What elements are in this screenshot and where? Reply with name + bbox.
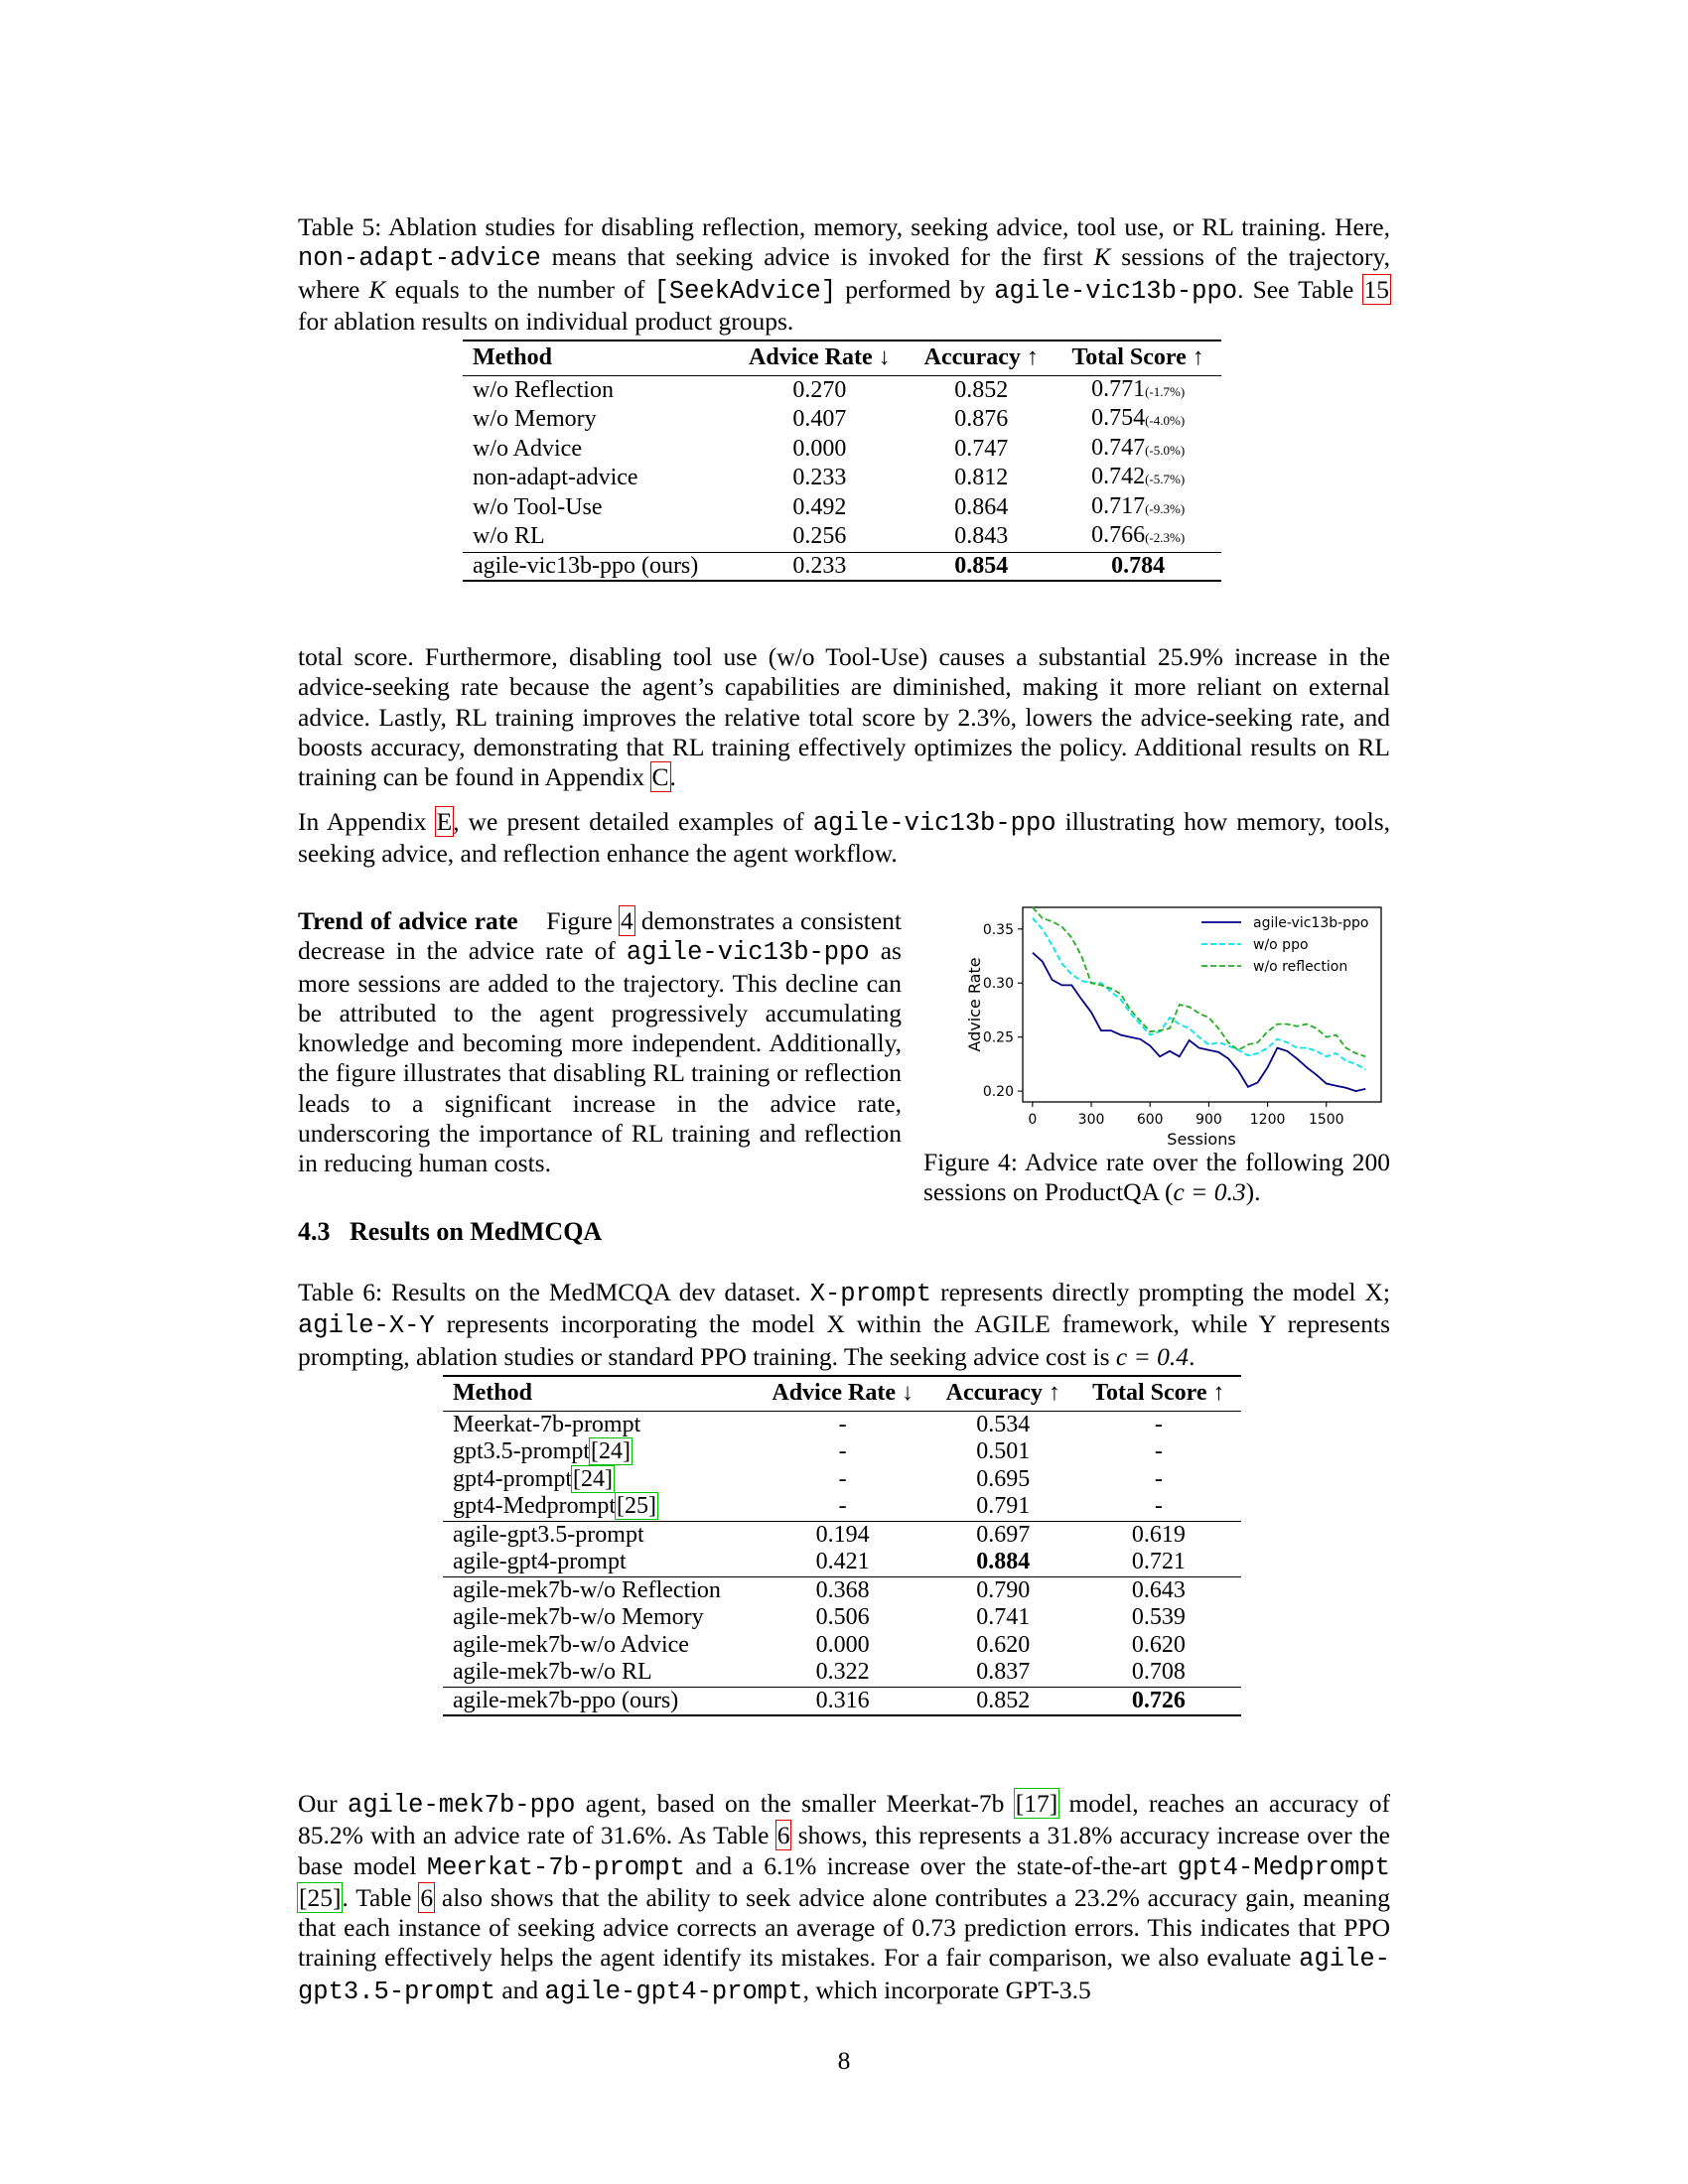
table-row: non-adapt-advice 0.233 0.812 0.742(-5.7%) <box>473 464 1186 490</box>
x-tick-label: 900 <box>1196 1112 1222 1128</box>
x-axis-label: Sessions <box>1167 1130 1236 1149</box>
table-row: gpt3.5-prompt[24] - 0.501 - <box>453 1438 1163 1464</box>
body-paragraph-1: total score. Furthermore, disabling tool use (w/o Tool-Use) causes a substantial 25.9% increase in the advice-seeking rate because the agent’s capabilities are diminished, making it more reliant on external advice. Lastly, RL training improves the relative total score by 2.3%, lowers the advice-seeking rate, and boosts accuracy, demonstrating that RL training effectively optimizes the policy. Additional results on RL training can be found in Appendix C. <box>298 642 1390 792</box>
citation-24-link[interactable]: [24] <box>573 1465 613 1492</box>
y-tick-label: 0.20 <box>982 1084 1014 1101</box>
x-tick-label: 600 <box>1136 1112 1164 1128</box>
table5 <box>463 340 1221 582</box>
col-header-method: Method <box>453 1380 532 1406</box>
table-row: w/o Tool-Use 0.492 0.864 0.717(-9.3%) <box>473 492 1186 520</box>
table-row: Meerkat-7b-prompt - 0.534 - <box>443 1411 1241 1438</box>
trend-heading: Trend of advice rate <box>298 906 518 935</box>
col-header-accuracy: Accuracy ↑ <box>923 344 1039 370</box>
table6 <box>443 1375 1241 1716</box>
table-row-ours: agile-vic13b-ppo (ours) 0.233 0.854 0.784 <box>463 552 1221 581</box>
y-axis-label: Advice Rate <box>965 957 984 1052</box>
table5-caption: Table 5: Ablation studies for disabling reflection, memory, seeking advice, tool use, or RL training. Here, non-adapt-advice means that seeking advice is invoked for the first K sessions of the trajectory, where K equals to the number of [SeekAdvice] performed by agile-vic13b-ppo. See Table 15 for ablation results on individual product groups. <box>298 212 1390 336</box>
legend-label: agile-vic13b-ppo <box>1253 915 1369 931</box>
table-row-ours: agile-mek7b-ppo (ours) 0.316 0.852 0.726 <box>443 1687 1241 1715</box>
x-tick-label: 1200 <box>1249 1112 1286 1128</box>
citation-25-link[interactable]: [25] <box>299 1882 342 1912</box>
plot-frame <box>1023 907 1381 1102</box>
table-6-link[interactable]: 6 <box>776 1821 790 1850</box>
trend-paragraph: Trend of advice rate Figure 4 demonstrates a consistent decrease in the advice rate of agile-vic13b-ppo as more sessions are added to the trajectory. This decline can be attributed to the agent progressively accumulating knowledge and becoming more independent. Additionally, the figure illustrates that disabling RL training or reflection leads to a significant increase in the advice rate, underscoring the importance of RL training and reflection in reducing human costs. <box>298 906 902 1178</box>
table-row: agile-gpt4-prompt 0.421 0.884 0.721 <box>453 1549 1186 1574</box>
page-number: 8 <box>837 2046 851 2075</box>
col-header-total-score: Total Score ↑ <box>1071 344 1204 370</box>
col-header-advice-rate: Advice Rate ↓ <box>772 1380 914 1406</box>
table-row: gpt4-prompt[24] - 0.695 - <box>453 1465 1163 1492</box>
section-title: Results on MedMCQA <box>350 1217 603 1246</box>
col-header-total-score: Total Score ↑ <box>1092 1380 1225 1406</box>
table-row: agile-mek7b-w/o RL 0.322 0.837 0.708 <box>453 1659 1186 1685</box>
body-paragraph-2: In Appendix E, we present detailed examples of agile-vic13b-ppo illustrating how memory, tools, seeking advice, and reflection enhance the agent workflow. <box>298 807 1391 869</box>
y-tick-label: 0.25 <box>982 1029 1014 1046</box>
body-paragraph-3: Our agile-mek7b-ppo agent, based on the smaller Meerkat-7b [17] model, reaches an accuracy of 85.2% with an advice rate of 31.6%. As Table 6 shows, this represents a 31.8% accuracy increase over the base model Meerkat-7b-prompt and a 6.1% increase over the state-of-the-art gpt4-Medprompt [25]. Table 6 also shows that the ability to seek advice alone contributes a 23.2% accuracy gain, meaning that each instance of seeking advice corrects an average of 0.73 prediction errors. This indicates that PPO training effectively helps the agent identify its mistakes. For a fair comparison, we also evaluate agile-gpt3.5-prompt and agile-gpt4-prompt, which incorporate GPT-3.5 <box>298 1789 1391 2006</box>
section-heading <box>298 1217 602 1247</box>
x-tick-label: 1500 <box>1308 1112 1344 1128</box>
appendix-c-link[interactable]: C <box>651 762 669 792</box>
table-row: w/o Reflection 0.270 0.852 0.771(-1.7%) <box>463 375 1221 405</box>
col-header-accuracy: Accuracy ↑ <box>945 1380 1060 1406</box>
citation-17-link[interactable]: [17] <box>1015 1789 1058 1818</box>
legend-label: w/o ppo <box>1253 937 1309 953</box>
figure-4-link[interactable]: 4 <box>620 906 633 935</box>
col-header-method: Method <box>473 344 552 370</box>
table-row: w/o RL 0.256 0.843 0.766(-2.3%) <box>473 522 1186 549</box>
col-header-advice-rate: Advice Rate ↓ <box>749 344 891 370</box>
table-row: agile-gpt3.5-prompt 0.194 0.697 0.619 <box>443 1521 1241 1549</box>
x-tick-label: 300 <box>1077 1112 1105 1128</box>
citation-24-link[interactable]: [24] <box>591 1438 631 1464</box>
advice-rate-chart <box>923 893 1390 1152</box>
citation-25-link[interactable]: [25] <box>616 1493 656 1519</box>
table-row: w/o Memory 0.407 0.876 0.754(-4.0%) <box>473 405 1186 432</box>
table-row: agile-mek7b-w/o Advice 0.000 0.620 0.620 <box>453 1631 1186 1658</box>
figure4-caption: Figure 4: Advice rate over the following 200 sessions on ProductQA (c = 0.3). <box>923 1148 1390 1207</box>
y-tick-label: 0.30 <box>982 976 1014 993</box>
table-row: w/o Advice 0.000 0.747 0.747(-5.0%) <box>473 434 1186 462</box>
series-line-w-o-ppo <box>1033 918 1365 1069</box>
legend-label: w/o reflection <box>1253 959 1348 975</box>
table-6-link[interactable]: 6 <box>420 1882 434 1912</box>
table-row: gpt4-Medprompt[25] - 0.791 - <box>453 1493 1163 1519</box>
table-row: agile-mek7b-w/o Reflection 0.368 0.790 0.643 <box>443 1576 1241 1604</box>
y-tick-label: 0.35 <box>982 921 1014 938</box>
table-row: agile-mek7b-w/o Memory 0.506 0.741 0.539 <box>453 1604 1186 1630</box>
x-tick-label: 0 <box>1028 1112 1038 1128</box>
table-15-link[interactable]: 15 <box>1363 274 1389 304</box>
table6-caption: Table 6: Results on the MedMCQA dev dataset. X-prompt represents directly prompting the model X; agile-X-Y represents incorporating the model X within the AGILE framework, while Y represents prompting, ablation studies or standard PPO training. The seeking advice cost is c = 0.4. <box>298 1278 1390 1371</box>
section-number: 4.3 <box>298 1217 331 1246</box>
appendix-e-link[interactable]: E <box>436 807 453 836</box>
